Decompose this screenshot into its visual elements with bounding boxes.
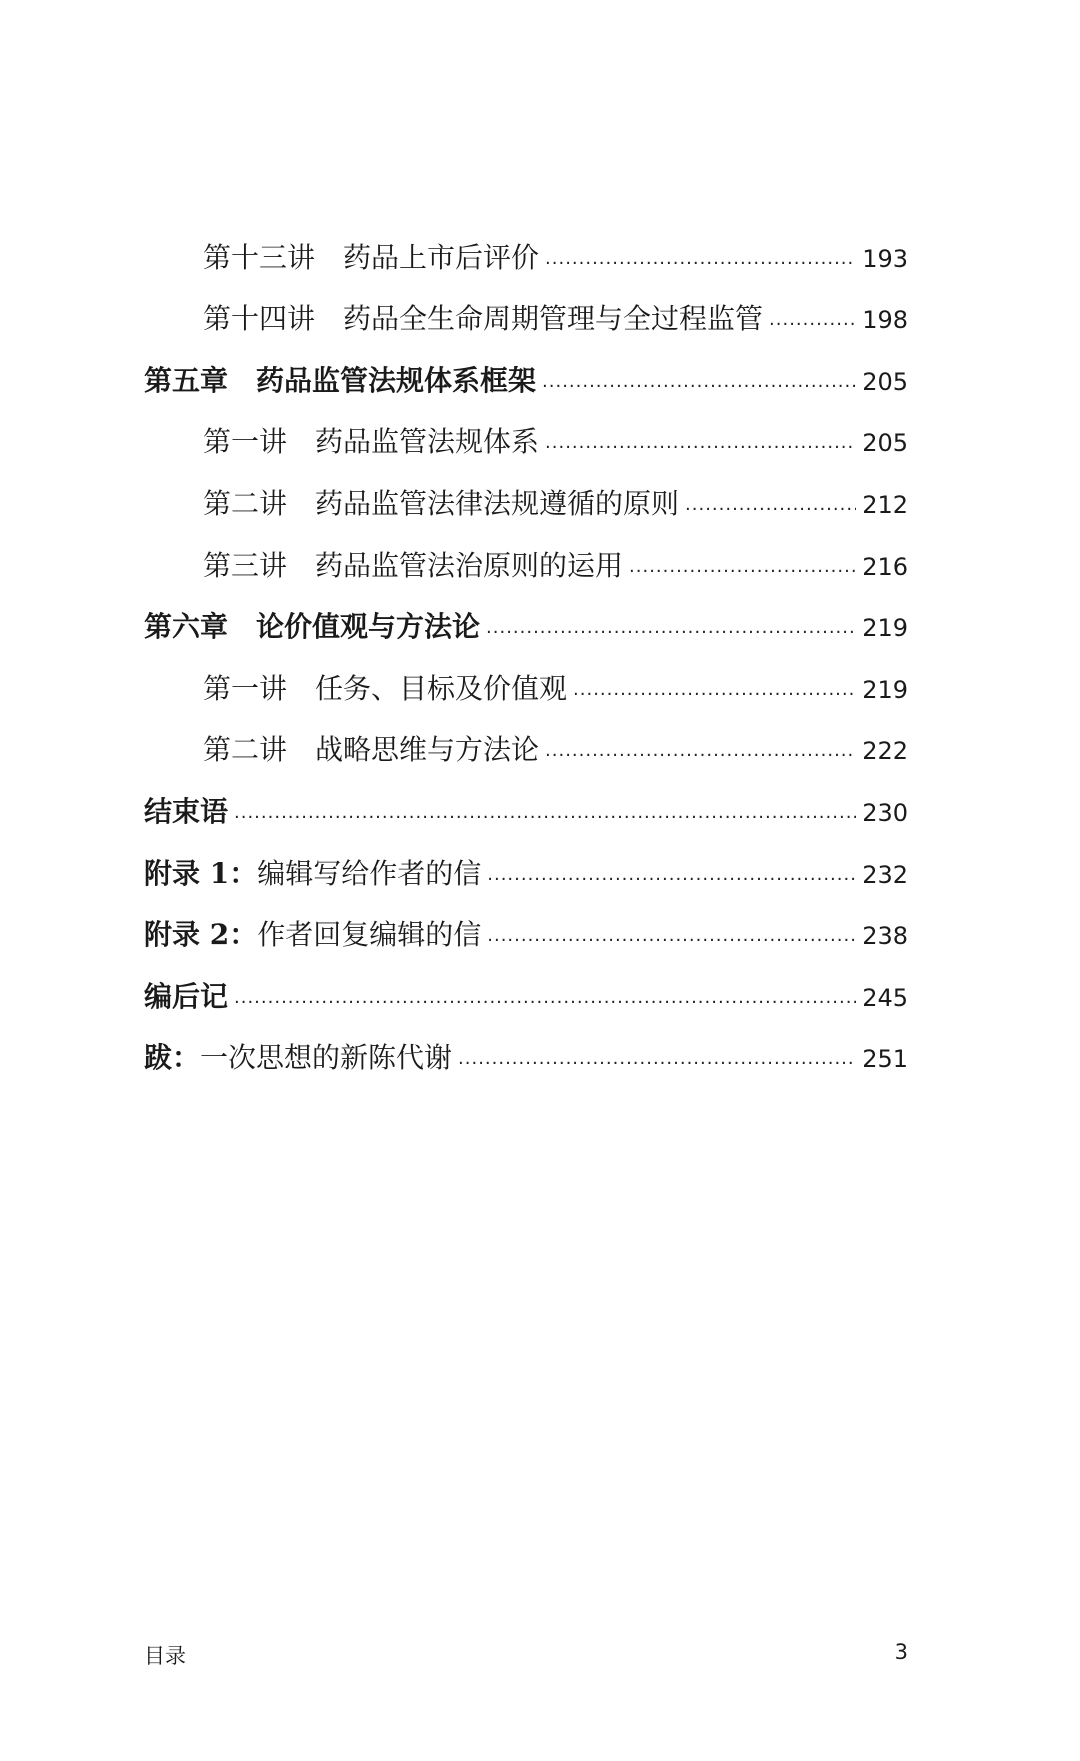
toc-entry xyxy=(144,333,908,395)
toc-entry-label xyxy=(144,610,481,644)
toc-entry-label xyxy=(203,671,568,705)
dot-leader xyxy=(487,927,856,945)
toc-entry xyxy=(144,888,908,950)
toc-entry-label xyxy=(144,794,229,828)
toc-page-number: 230 xyxy=(862,798,908,827)
toc-entry-label xyxy=(203,733,540,767)
toc-entry-title: 药品监管法律法规遵循的原则 xyxy=(315,486,680,520)
dot-leader xyxy=(545,250,856,268)
toc-page-number: 238 xyxy=(862,922,908,951)
toc-entry-label xyxy=(203,302,764,336)
dot-leader xyxy=(769,311,856,329)
dot-leader xyxy=(573,681,856,699)
dot-leader xyxy=(542,373,856,391)
toc-page-number: 219 xyxy=(862,614,908,643)
toc-entry-label xyxy=(203,425,540,459)
toc-entry xyxy=(144,518,908,580)
toc-entry-number: 第二讲 xyxy=(203,486,288,520)
toc-entry-title: 结束语 xyxy=(144,794,229,828)
dot-leader xyxy=(545,434,856,452)
toc-entry-title: 论价值观与方法论 xyxy=(256,610,481,644)
dot-leader xyxy=(685,496,856,514)
dot-leader xyxy=(545,742,856,760)
toc-page-number: 212 xyxy=(862,490,908,519)
toc-page-number: 216 xyxy=(862,552,908,581)
toc-entry xyxy=(144,826,908,888)
dot-leader xyxy=(458,1050,856,1068)
toc-entry-number: 第三讲 xyxy=(203,548,288,582)
toc-entry-label xyxy=(144,979,229,1013)
toc-entry-title: 药品监管法规体系 xyxy=(315,425,540,459)
dot-leader xyxy=(234,989,856,1007)
toc-entry xyxy=(144,703,908,765)
toc-page-number: 198 xyxy=(862,306,908,335)
toc-entry xyxy=(144,1011,908,1073)
toc-entry-number: 跋： xyxy=(144,1041,201,1075)
toc-entry xyxy=(144,395,908,457)
toc-entry-title: 药品全生命周期管理与全过程监管 xyxy=(343,302,764,336)
page-footer xyxy=(144,1640,908,1670)
toc-entry-title: 编辑写给作者的信 xyxy=(257,856,482,890)
toc-entry-number: 第十三讲 xyxy=(203,240,316,274)
toc-entry xyxy=(144,580,908,642)
toc-entry-label xyxy=(203,486,680,520)
footer-section-title: 目录 xyxy=(144,1644,186,1668)
toc-entry-number: 第五章 xyxy=(144,363,229,397)
toc-page-number: 222 xyxy=(862,737,908,766)
toc-entry-number: 第二讲 xyxy=(203,733,288,767)
footer-page-number: 3 xyxy=(894,1640,908,1664)
toc-page-number: 232 xyxy=(862,860,908,889)
toc-page-number: 245 xyxy=(862,983,908,1012)
dot-leader xyxy=(234,804,856,822)
toc-entry xyxy=(144,949,908,1011)
toc-entry-title: 药品监管法规体系框架 xyxy=(256,363,537,397)
toc-entry xyxy=(144,272,908,334)
toc-entry-title: 编后记 xyxy=(144,979,229,1013)
toc-entry-label xyxy=(144,918,482,952)
toc-entry xyxy=(144,210,908,272)
toc-page-number: 219 xyxy=(862,675,908,704)
toc-entry-title: 战略思维与方法论 xyxy=(315,733,540,767)
toc-entry-number: 第六章 xyxy=(144,610,229,644)
toc-page-number: 205 xyxy=(862,367,908,396)
toc-entry-label xyxy=(203,548,624,582)
toc-page-number: 251 xyxy=(862,1045,908,1074)
dot-leader xyxy=(629,558,856,576)
toc-entry-label xyxy=(144,363,537,397)
toc-entry-title: 药品上市后评价 xyxy=(343,240,540,274)
toc-entry-label xyxy=(144,1041,453,1075)
toc-entry-number: 第一讲 xyxy=(203,671,288,705)
toc-entry-label xyxy=(144,856,482,890)
toc-entry-title: 任务、目标及价值观 xyxy=(315,671,568,705)
toc-entry xyxy=(144,641,908,703)
toc-entry-number: 第十四讲 xyxy=(203,302,316,336)
dot-leader xyxy=(487,866,856,884)
toc-entry-label xyxy=(203,240,540,274)
toc-page-number: 205 xyxy=(862,429,908,458)
dot-leader xyxy=(486,619,856,637)
toc-entry xyxy=(144,764,908,826)
toc-entry xyxy=(144,456,908,518)
toc-entry-number: 附录 1： xyxy=(144,856,258,890)
toc-entry-title: 作者回复编辑的信 xyxy=(257,918,482,952)
toc-entry-title: 药品监管法治原则的运用 xyxy=(315,548,624,582)
table-of-contents xyxy=(144,210,908,1075)
toc-entry-number: 第一讲 xyxy=(203,425,288,459)
toc-entry-number: 附录 2： xyxy=(144,918,258,952)
toc-page-number: 193 xyxy=(862,244,908,273)
toc-entry-title: 一次思想的新陈代谢 xyxy=(200,1041,453,1075)
